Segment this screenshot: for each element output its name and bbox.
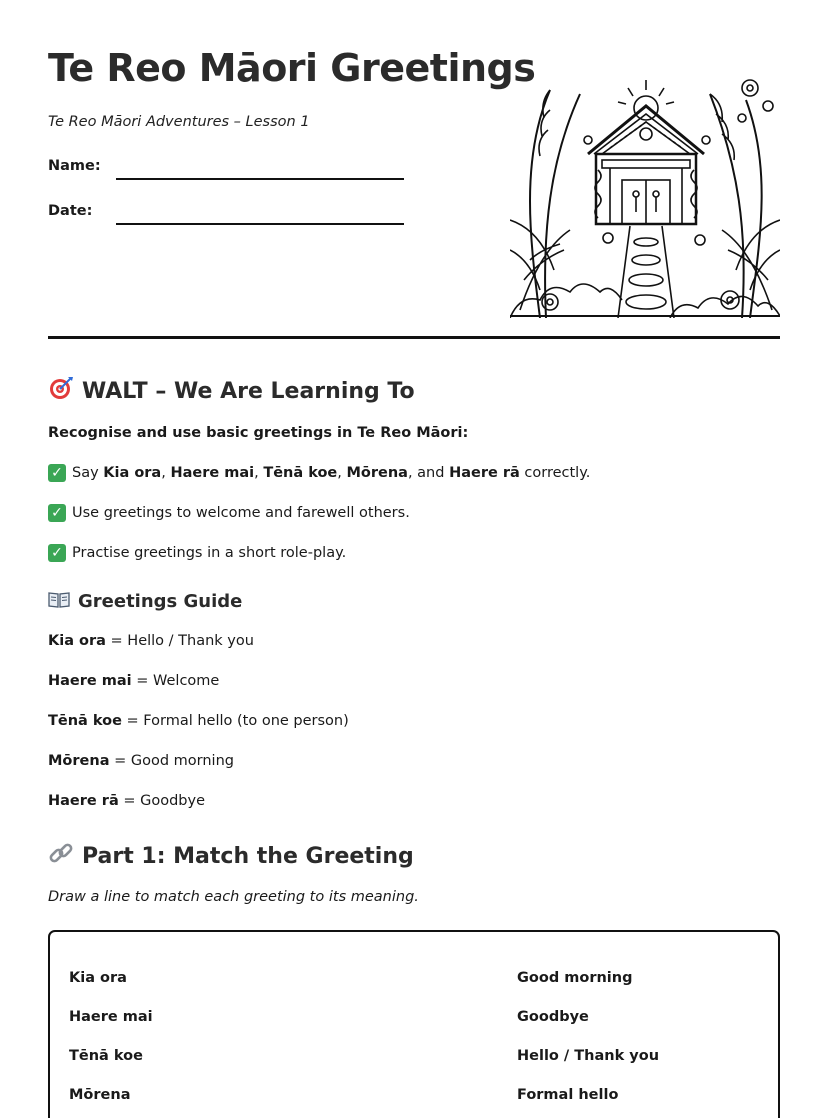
- open-book-icon: [48, 589, 70, 614]
- match-greeting[interactable]: Kia ora: [69, 970, 127, 986]
- match-greeting[interactable]: Mōrena: [69, 1087, 131, 1103]
- match-meaning[interactable]: Good morning: [517, 970, 633, 986]
- date-label: Date:: [48, 203, 93, 219]
- check-mark-icon: ✓: [48, 544, 66, 562]
- section-divider: [48, 336, 780, 339]
- date-field[interactable]: [116, 223, 404, 225]
- guide-heading: [48, 589, 242, 614]
- check-mark-icon: ✓: [48, 464, 66, 482]
- match-meaning[interactable]: Goodbye: [517, 1009, 589, 1025]
- target-icon: [48, 375, 74, 407]
- walt-heading-text: WALT – We Are Learning To: [82, 378, 415, 404]
- part1-heading-text: Part 1: Match the Greeting: [82, 843, 414, 869]
- match-greeting[interactable]: Tēnā koe: [69, 1048, 143, 1064]
- guide-item: Kia ora = Hello / Thank you: [48, 633, 254, 649]
- guide-item: Mōrena = Good morning: [48, 753, 234, 769]
- walt-goal-1: ✓ Say Kia ora , Haere mai , Tēnā koe , Mōrena , and Haere rā correctly.: [48, 464, 590, 482]
- match-greeting[interactable]: Haere mai: [69, 1009, 153, 1025]
- guide-item: Haere rā = Goodbye: [48, 793, 205, 809]
- page-title: Te Reo Māori Greetings: [48, 46, 536, 90]
- part1-heading: [48, 840, 414, 872]
- match-meaning[interactable]: Formal hello: [517, 1087, 619, 1103]
- walt-heading: [48, 375, 415, 407]
- name-field[interactable]: [116, 178, 404, 180]
- wharenui-illustration-icon: [510, 70, 780, 318]
- walt-goal-3: ✓ Practise greetings in a short role-play.: [48, 544, 346, 562]
- match-meaning[interactable]: Hello / Thank you: [517, 1048, 660, 1064]
- page-subtitle: Te Reo Māori Adventures – Lesson 1: [48, 114, 310, 130]
- matching-box: [48, 930, 780, 1118]
- part1-instruction: Draw a line to match each greeting to its meaning.: [48, 889, 419, 905]
- guide-heading-text: Greetings Guide: [78, 591, 243, 612]
- guide-item: Haere mai = Welcome: [48, 673, 220, 689]
- guide-item: Tēnā koe = Formal hello (to one person): [48, 713, 349, 729]
- check-mark-icon: ✓: [48, 504, 66, 522]
- link-icon: [48, 840, 74, 872]
- name-label: Name:: [48, 158, 101, 174]
- walt-goal-2: ✓ Use greetings to welcome and farewell others.: [48, 504, 410, 522]
- walt-intro: Recognise and use basic greetings in Te Reo Māori:: [48, 425, 469, 441]
